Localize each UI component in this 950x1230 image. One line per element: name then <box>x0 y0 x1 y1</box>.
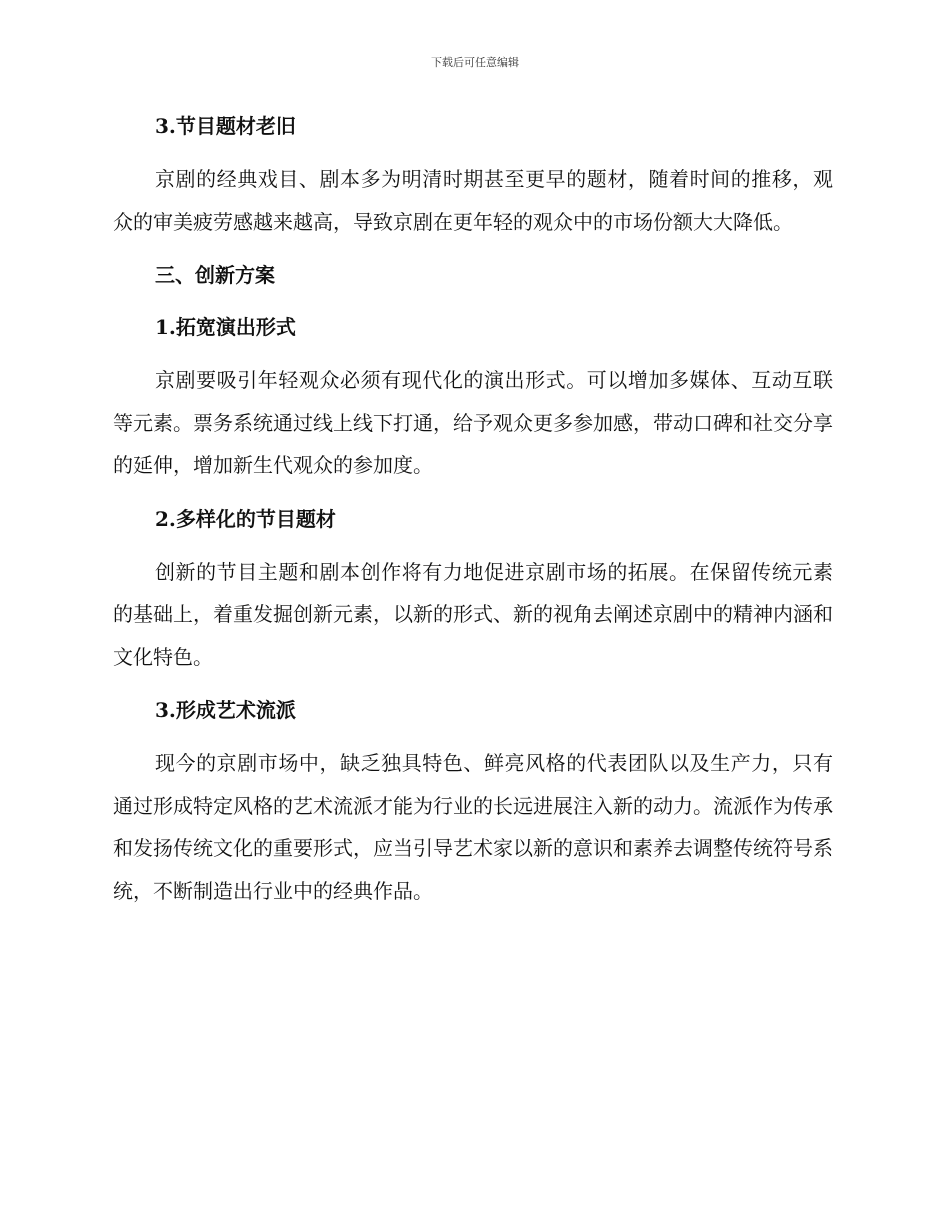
paragraph-expand-forms: 京剧要吸引年轻观众必须有现代化的演出形式。可以增加多媒体、互动互联等元素。票务系统通过线上线下打通，给予观众更多参加感，带动口碑和社交分享的延伸，增加新生代观众的参加度。 <box>113 368 833 477</box>
paragraph-art-schools: 现今的京剧市场中，缺乏独具特色、鲜亮风格的代表团队以及生产力，只有通过形成特定风格的艺术流派才能为行业的长远进展注入新的动力。流派作为传承和发扬传统文化的重要形式，应当引导艺术家以新的意识和素养去调整传统符号系统，不断制造出行业中的经典作品。 <box>113 751 833 903</box>
section-heading-old-themes: 3.节目题材老旧 <box>155 114 296 138</box>
section-heading-diverse-themes: 2.多样化的节目题材 <box>155 506 336 531</box>
section-heading-art-schools: 3.形成艺术流派 <box>155 698 296 722</box>
part-title-innovation: 三、创新方案 <box>155 263 275 287</box>
document-body <box>113 110 833 912</box>
paragraph-diverse-themes: 创新的节目主题和剧本创作将有力地促进京剧市场的拓展。在保留传统元素的基础上，着重发掘创新元素，以新的形式、新的视角去阐述京剧中的精神内涵和文化特色。 <box>113 559 833 669</box>
section-heading-expand-forms: 1.拓宽演出形式 <box>155 315 296 339</box>
paragraph-old-themes: 京剧的经典戏目、剧本多为明清时期甚至更早的题材，随着时间的推移，观众的审美疲劳感越来越高，导致京剧在更年轻的观众中的市场份额大大降低。 <box>113 167 833 234</box>
page-header-note: 下载后可任意编辑 <box>431 56 519 69</box>
